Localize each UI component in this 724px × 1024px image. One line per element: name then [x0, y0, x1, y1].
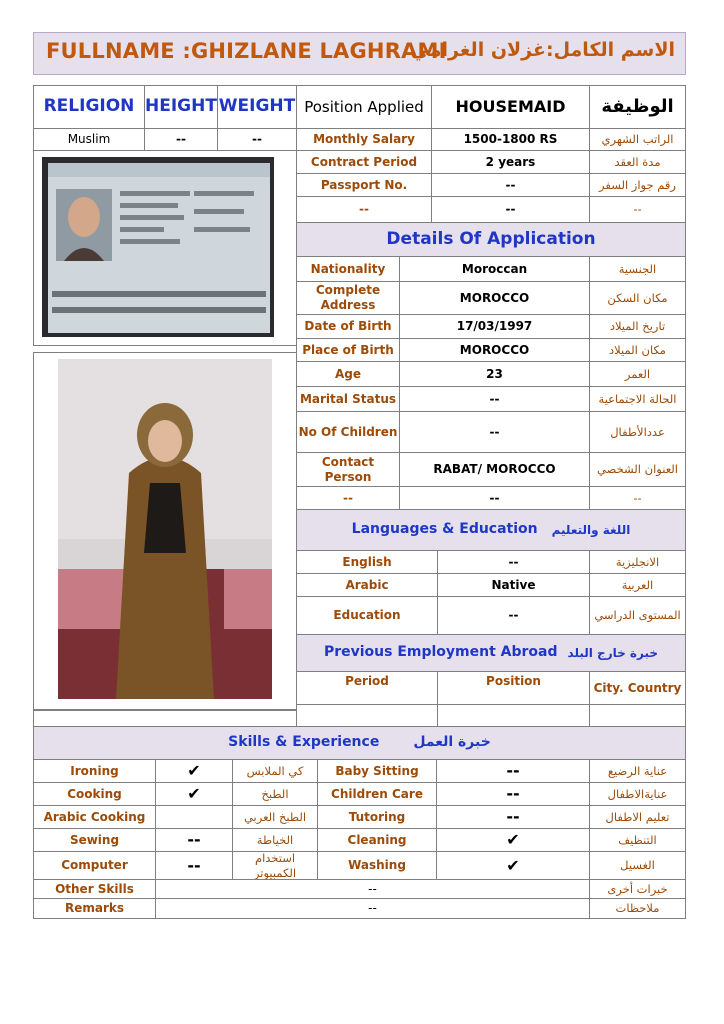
languages-title: Languages & Education [351, 521, 538, 538]
top-row-label: -- [296, 196, 432, 223]
language-label: Education [296, 596, 438, 635]
skill-label: Baby Sitting [317, 759, 437, 783]
other-skills-value: -- [155, 879, 590, 899]
employment-city-cell [589, 704, 686, 727]
detail-value: MOROCCO [399, 281, 590, 315]
employment-title: Previous Employment Abroad [323, 644, 558, 661]
skill-label: Children Care [317, 782, 437, 806]
remarks-label: Remarks [33, 898, 156, 919]
detail-label: Nationality [296, 256, 400, 282]
skill-label: Cleaning [317, 828, 437, 852]
skill-label: Washing [317, 851, 437, 880]
religion-header: RELIGION [33, 85, 145, 129]
skill-arabic: الغسيل [589, 851, 686, 880]
position-applied-label: Position Applied [296, 85, 432, 129]
passport-scan-image [34, 151, 296, 345]
employment-position-header: Position [437, 671, 590, 705]
skill-label: Sewing [33, 828, 156, 852]
weight-value: -- [217, 128, 297, 151]
skill-mark: -- [436, 782, 590, 806]
position-applied-value: HOUSEMAID [431, 85, 590, 129]
top-row-arabic: رقم جواز السفر [589, 173, 686, 197]
full-name-title-arabic: الاسم الكامل:غزلان الغرامي [410, 39, 675, 61]
weight-header: WEIGHT [217, 85, 297, 129]
detail-value: Moroccan [399, 256, 590, 282]
detail-value: RABAT/ MOROCCO [399, 452, 590, 487]
language-arabic: الانجليزية [589, 550, 686, 574]
skill-label: Ironing [33, 759, 156, 783]
skill-label: Computer [33, 851, 156, 880]
skill-arabic: الطبخ [232, 782, 318, 806]
skills-title-arabic: خبرة العمل [413, 734, 491, 751]
language-arabic: العربية [589, 573, 686, 597]
detail-arabic: الحالة الاجتماعية [589, 386, 686, 412]
skill-mark: ✔ [436, 828, 590, 852]
language-value: -- [437, 550, 590, 574]
skill-arabic: التنظيف [589, 828, 686, 852]
employment-section-header [296, 634, 686, 672]
top-row-arabic: مدة العقد [589, 150, 686, 174]
employment-period-header: Period [296, 671, 438, 705]
position-applied-arabic: الوظيفة [589, 85, 686, 129]
height-value: -- [144, 128, 218, 151]
detail-arabic: تاريخ الميلاد [589, 314, 686, 339]
detail-value: 17/03/1997 [399, 314, 590, 339]
language-label: English [296, 550, 438, 574]
skill-arabic: كي الملابس [232, 759, 318, 783]
detail-value: -- [399, 486, 590, 510]
skill-mark: ✔ [436, 851, 590, 880]
top-row-arabic: -- [589, 196, 686, 223]
top-row-value: 1500-1800 RS [431, 128, 590, 151]
detail-label: Contact Person [296, 452, 400, 487]
detail-arabic: العنوان الشخصي [589, 452, 686, 487]
religion-value: Muslim [33, 128, 145, 151]
top-row-arabic: الراتب الشهري [589, 128, 686, 151]
other-skills-arabic: خبرات أخرى [589, 879, 686, 899]
skill-label: Cooking [33, 782, 156, 806]
detail-label: Date of Birth [296, 314, 400, 339]
detail-label: Age [296, 361, 400, 387]
photo-footer-cell [33, 710, 297, 727]
skill-mark: -- [436, 759, 590, 783]
passport-photo-frame [33, 150, 297, 346]
remarks-value: -- [155, 898, 590, 919]
remarks-arabic: ملاحظات [589, 898, 686, 919]
detail-arabic: مكان السكن [589, 281, 686, 315]
skill-label: Arabic Cooking [33, 805, 156, 829]
skill-mark: -- [436, 805, 590, 829]
employment-title-arabic: خبرة خارج البلد [567, 645, 659, 660]
detail-arabic: -- [589, 486, 686, 510]
employment-position-cell [437, 704, 590, 727]
skill-arabic: عنايةالاطفال [589, 782, 686, 806]
skill-mark: ✔ [155, 759, 233, 783]
top-row-label: Contract Period [296, 150, 432, 174]
detail-label: Marital Status [296, 386, 400, 412]
skill-mark [155, 805, 233, 829]
top-row-label: Passport No. [296, 173, 432, 197]
title-bar [33, 32, 686, 75]
detail-label: Place of Birth [296, 338, 400, 362]
employment-period-cell [296, 704, 438, 727]
skill-arabic: عناية الرضيع [589, 759, 686, 783]
detail-label: -- [296, 486, 400, 510]
skills-section-header [33, 726, 686, 760]
top-row-value: -- [431, 196, 590, 223]
details-section-header: Details Of Application [296, 222, 686, 257]
top-row-label: Monthly Salary [296, 128, 432, 151]
skill-arabic: تعليم الاطفال [589, 805, 686, 829]
language-arabic: المستوى الدراسي [589, 596, 686, 635]
top-row-value: -- [431, 173, 590, 197]
skill-mark: ✔ [155, 782, 233, 806]
language-value: -- [437, 596, 590, 635]
language-label: Arabic [296, 573, 438, 597]
employment-city-header: City. Country [589, 671, 686, 705]
skill-label: Tutoring [317, 805, 437, 829]
languages-section-header [296, 509, 686, 551]
detail-arabic: الجنسية [589, 256, 686, 282]
skill-mark: -- [155, 828, 233, 852]
detail-arabic: مكان الميلاد [589, 338, 686, 362]
detail-label: No Of Children [296, 411, 400, 453]
skill-arabic: الطبخ العربي [232, 805, 318, 829]
other-skills-label: Other Skills [33, 879, 156, 899]
full-name-title: FULLNAME :GHIZLANE LAGHRAMI [46, 39, 447, 63]
profile-photo-image [34, 353, 296, 709]
language-value: Native [437, 573, 590, 597]
detail-value: -- [399, 386, 590, 412]
detail-arabic: عددالأطفال [589, 411, 686, 453]
height-header: HEIGHT [144, 85, 218, 129]
detail-value: -- [399, 411, 590, 453]
skills-title: Skills & Experience [228, 734, 380, 751]
profile-photo-frame [33, 352, 297, 710]
top-row-value: 2 years [431, 150, 590, 174]
languages-title-arabic: اللغة والتعليم [551, 522, 631, 537]
skill-arabic: الخياطة [232, 828, 318, 852]
detail-value: MOROCCO [399, 338, 590, 362]
detail-arabic: العمر [589, 361, 686, 387]
skill-arabic: استخدام الكمبيوتر [232, 851, 318, 880]
detail-label: Complete Address [296, 281, 400, 315]
skill-mark: -- [155, 851, 233, 880]
detail-value: 23 [399, 361, 590, 387]
